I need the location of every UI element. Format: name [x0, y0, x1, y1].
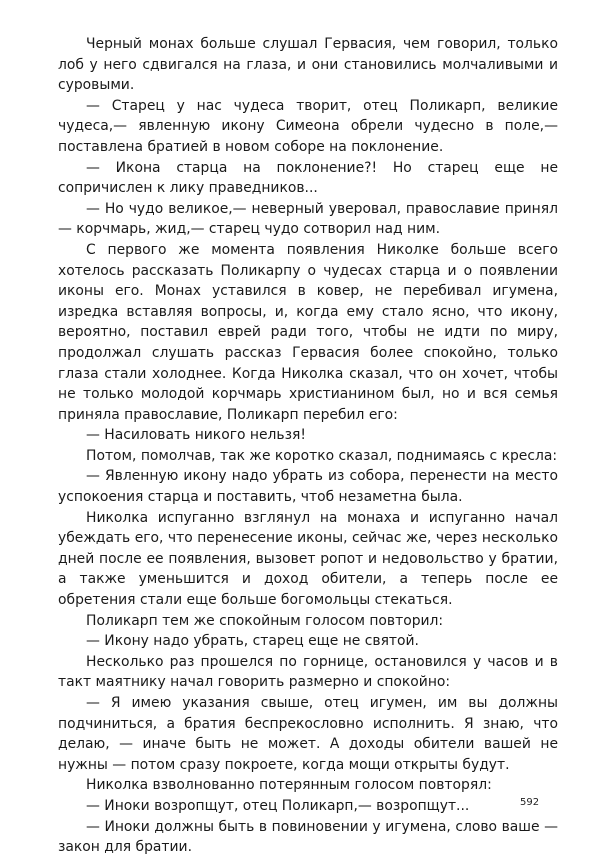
- paragraph: Несколько раз прошелся по горнице, остановился у часов и в такт маятнику начал говорить размерно и спокойно:: [58, 653, 558, 691]
- paragraph: — Иноки должны быть в повиновении у игумена, слово ваше — закон для братии.: [58, 818, 558, 856]
- paragraph: С первого же момента появления Николке больше всего хотелось рассказать Поликарпу о чудесах старца и о появлении иконы его. Монах уставился в ковер, не перебивал игумена, изредка вставляя вопросы, и, когда ему стало ясно, что икону, вероятно, поставил еврей ради того, чтобы не идти по миру, продолжал слушать рассказ Гервасия более спокойно, только глаза стали холоднее. Когда Николка сказал, что он хочет, чтобы не только молодой корчмарь христианином был, но и вся семья приняла православие, Поликарп перебил его:: [58, 241, 558, 423]
- paragraph: — Икону надо убрать, старец еще не святой.: [86, 633, 419, 650]
- paragraph: — Иноки возропщут, отец Поликарп,— возропщут...: [86, 797, 470, 814]
- paragraph: — Явленную икону надо убрать из собора, перенести на место успокоения старца и поставить, чтоб незаметна была.: [58, 468, 558, 506]
- paragraph: Черный монах больше слушал Гервасия, чем говорил, только лоб у него сдвигался на глаза, и они становились молчаливыми и суровыми.: [58, 36, 558, 94]
- paragraph: — Насиловать никого нельзя!: [86, 427, 306, 444]
- paragraph: Николка взволнованно потерянным голосом повторял:: [86, 777, 492, 794]
- page-body: [58, 34, 558, 858]
- paragraph: Поликарп тем же спокойным голосом повторил:: [86, 612, 444, 629]
- page-number: 592: [520, 797, 540, 808]
- paragraph: — Старец у нас чудеса творит, отец Поликарп, великие чудеса,— явленную икону Симеона обрели чудесно в поле,— поставлена братией в новом соборе на поклонение.: [58, 97, 558, 155]
- paragraph: — Я имею указания свыше, отец игумен, им вы должны подчиниться, а братия беспрекословно исполнить. Я знаю, что делаю, — иначе быть не может. А доходы обители вашей не нужны — потом сразу покроете, когда мощи открыты будут.: [58, 695, 558, 773]
- paragraph: — Икона старца на поклонение?! Но старец еще не сопричислен к лику праведников...: [58, 159, 558, 197]
- paragraph: Потом, помолчав, так же коротко сказал, поднимаясь с кресла:: [86, 447, 558, 464]
- paragraph: — Но чудо великое,— неверный уверовал, православие принял — корчмарь, жид,— старец чудо сотворил над ним.: [58, 200, 558, 238]
- paragraph: Николка испуганно взглянул на монаха и испуганно начал убеждать его, что перенесение иконы, сейчас же, через несколько дней после ее появления, вызовет ропот и недовольство у братии, а также уменьшится и доход обители, а теперь после ее обретения стали еще больше богомольцы стекаться.: [58, 509, 558, 609]
